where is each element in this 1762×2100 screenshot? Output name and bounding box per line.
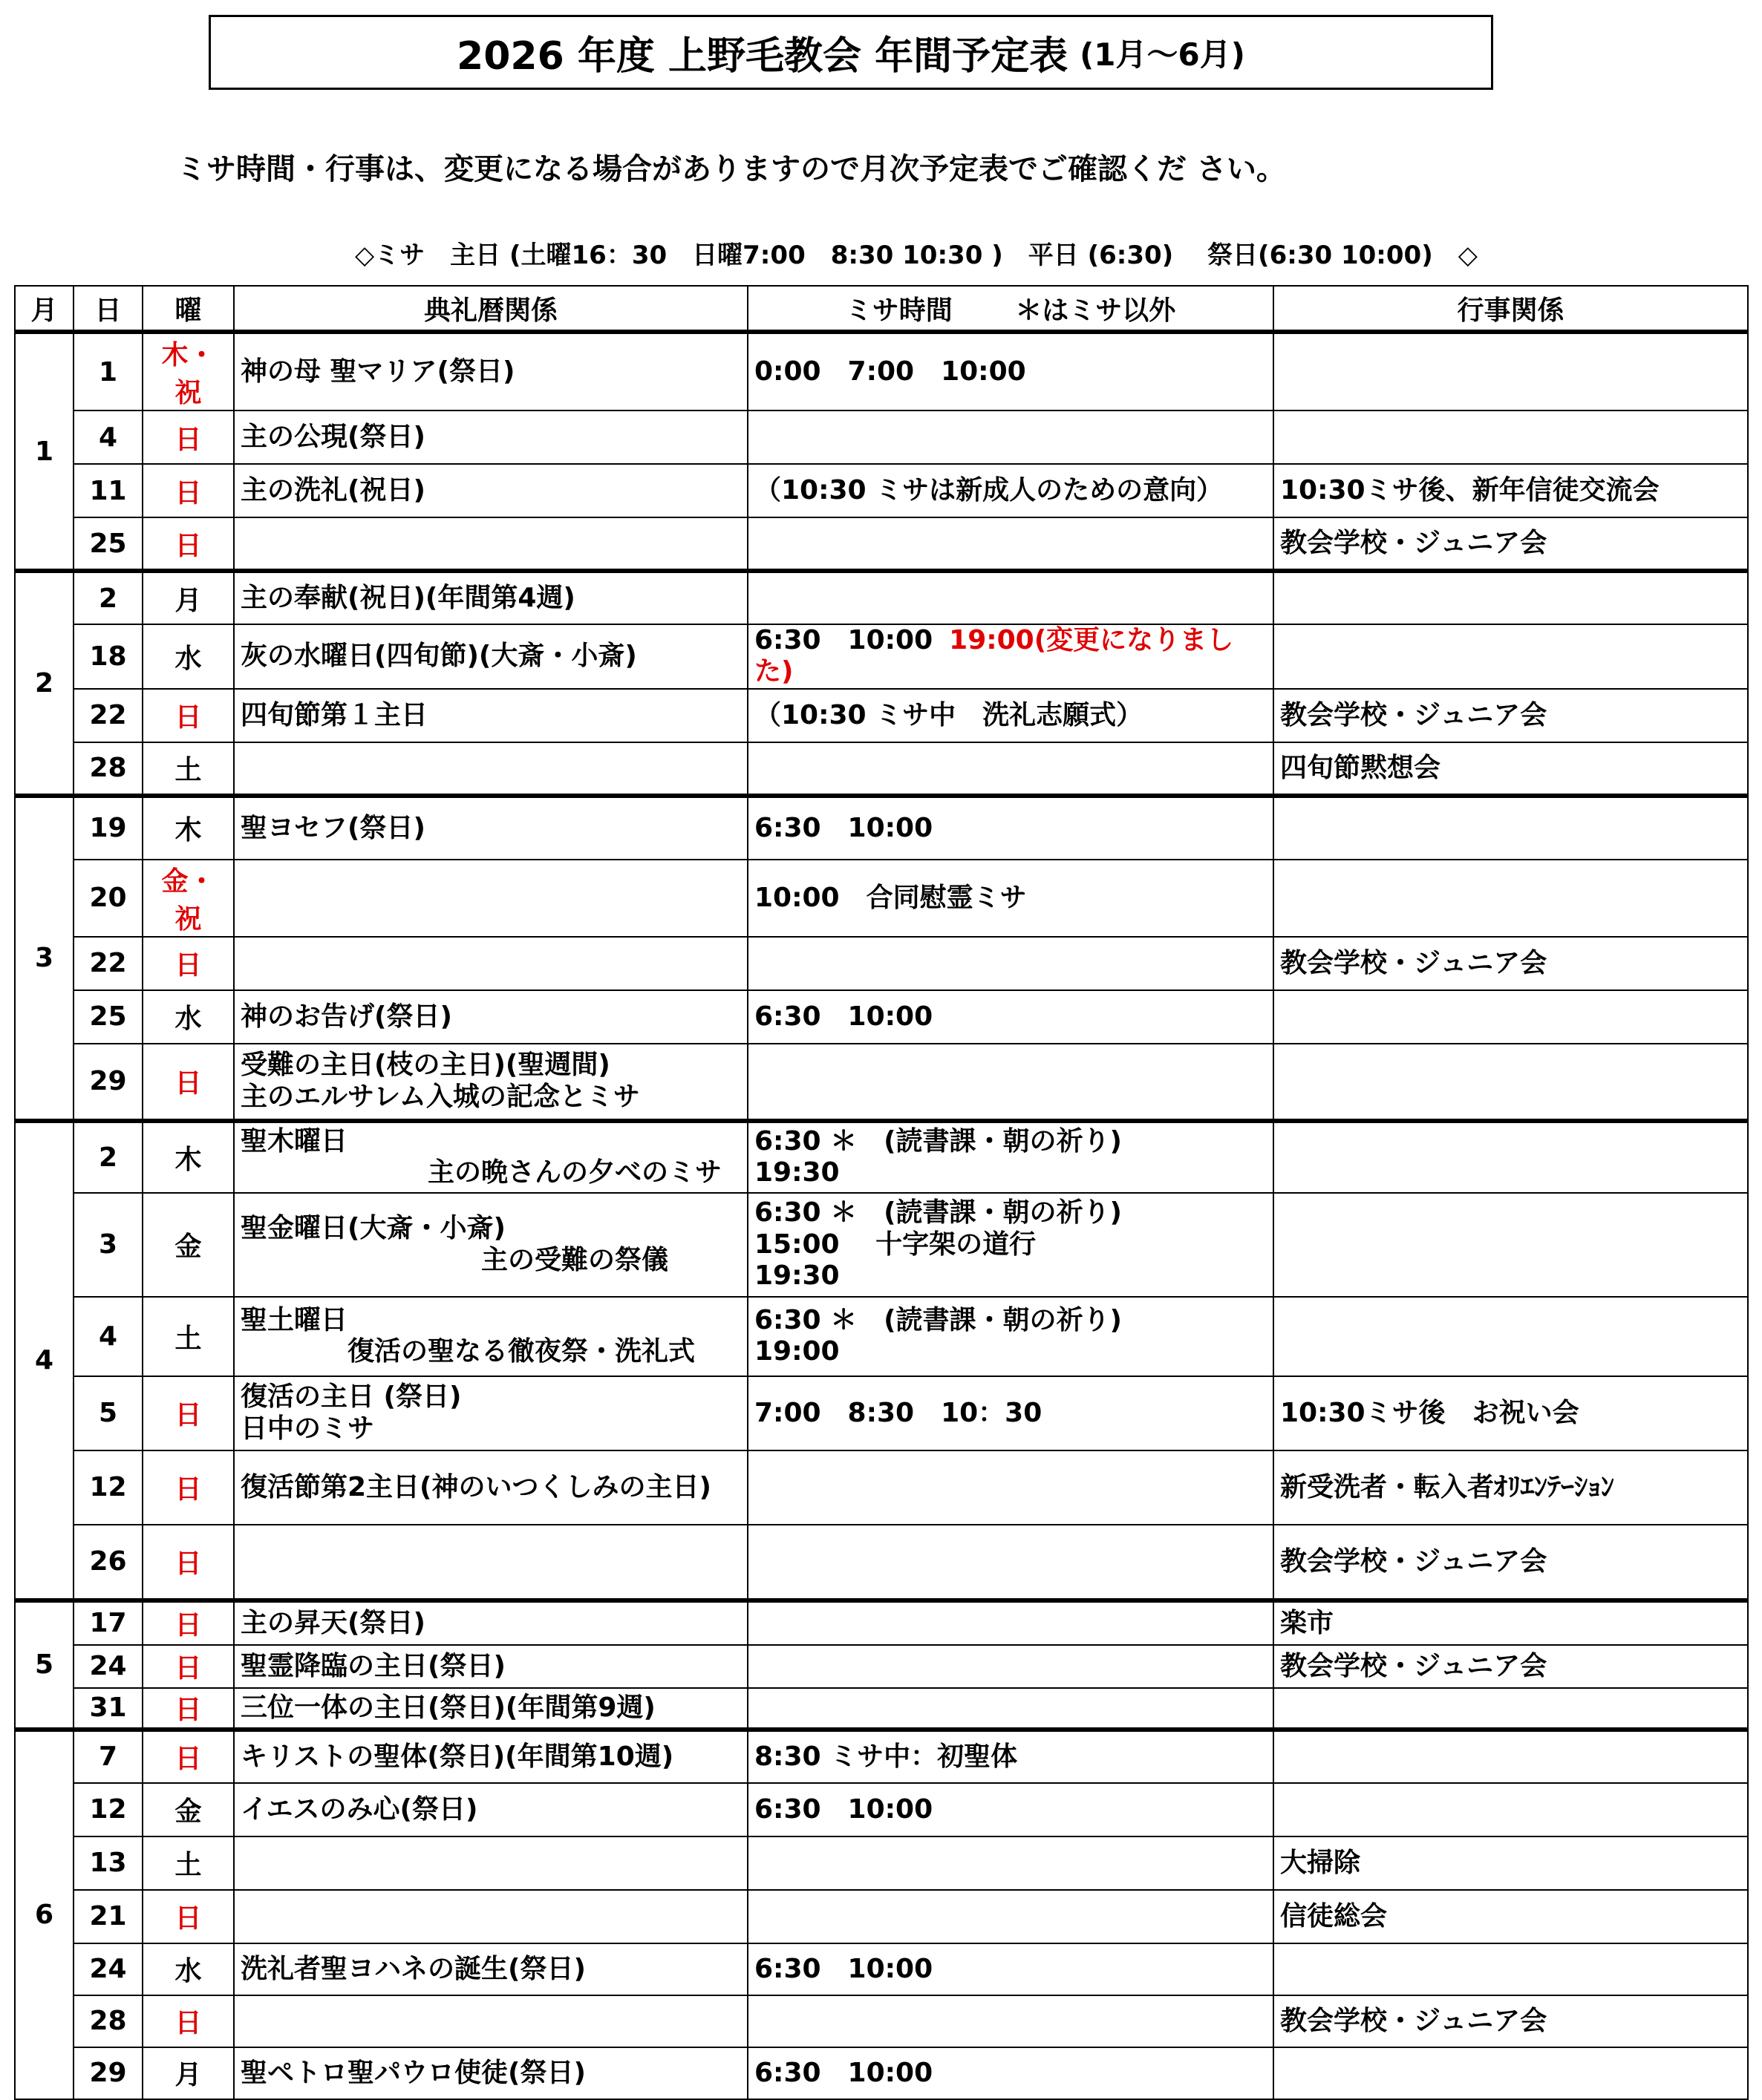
- liturgy-cell: [234, 1525, 748, 1600]
- table-row: [15, 860, 1748, 937]
- event-cell: [1273, 990, 1748, 1044]
- event-cell: [1273, 1121, 1748, 1193]
- liturgy-cell: [234, 1836, 748, 1890]
- event-cell: [1273, 2047, 1748, 2099]
- mass-time-cell: [748, 517, 1273, 571]
- liturgy-cell: [234, 517, 748, 571]
- weekday-cell: 木: [143, 1121, 234, 1193]
- mass-times-line: ◇ミサ 主日 (土曜16：30 日曜7:00 8:30 10:30 ) 平日 (6:30) 祭日(6:30 10:00) ◇: [355, 241, 1478, 270]
- month-cell: 5: [15, 1600, 74, 1730]
- liturgy-cell: [234, 1890, 748, 1943]
- header-liturgy: 典礼暦関係: [234, 286, 748, 332]
- day-cell: 12: [74, 1783, 143, 1836]
- table-row: [15, 1688, 1748, 1730]
- liturgy-cell: [234, 937, 748, 990]
- weekday-cell: 日: [143, 1376, 234, 1450]
- event-cell: 信徒総会: [1273, 1890, 1748, 1943]
- day-cell: 2: [74, 1121, 143, 1193]
- mass-time-cell: [748, 689, 1273, 742]
- event-cell: [1273, 1297, 1748, 1376]
- notice-text: ミサ時間・行事は、変更になる場合がありますので月次予定表でご確認くだ さい。: [177, 152, 1286, 186]
- day-cell: 26: [74, 1525, 143, 1600]
- mass-time-cell: [748, 1836, 1273, 1890]
- event-cell: 10:30ミサ後、新年信徒交流会: [1273, 464, 1748, 517]
- title-box: [209, 15, 1493, 90]
- weekday-cell: 日: [143, 1645, 234, 1688]
- day-cell: 24: [74, 1943, 143, 1995]
- liturgy-cell: 灰の水曜日(四旬節)(大斎・小斎): [234, 624, 748, 689]
- mass-time-cell: [748, 1688, 1273, 1730]
- mass-time-cell: [748, 1121, 1273, 1193]
- day-cell: 24: [74, 1645, 143, 1688]
- mass-time-cell: [748, 1525, 1273, 1600]
- liturgy-cell: 聖ペトロ聖パウロ使徒(祭日): [234, 2047, 748, 2099]
- weekday-cell: 金: [143, 1783, 234, 1836]
- mass-time-change-note: 19:00(変更になりました): [754, 625, 1234, 687]
- mass-time-cell: [748, 937, 1273, 990]
- schedule-table: [14, 285, 1749, 2100]
- event-cell: 教会学校・ジュニア会: [1273, 517, 1748, 571]
- mass-time-text: （10:30 ミサ中 洗礼志願式）: [754, 699, 1143, 730]
- header-row: [15, 286, 1748, 332]
- day-cell: 31: [74, 1688, 143, 1730]
- mass-time-text: 6:30 ＊ (読書課・朝の祈り) 19:00: [754, 1304, 1122, 1367]
- liturgy-cell: 復活節第2主日(神のいつくしみの主日): [234, 1450, 748, 1525]
- day-cell: 11: [74, 464, 143, 517]
- event-cell: [1273, 332, 1748, 410]
- weekday-cell: 日: [143, 689, 234, 742]
- liturgy-cell: [234, 742, 748, 796]
- weekday-cell: 日: [143, 1730, 234, 1783]
- mass-time-cell: [748, 1783, 1273, 1836]
- mass-time-text: （10:30 ミサは新成人のための意向）: [754, 474, 1224, 506]
- event-cell: [1273, 1730, 1748, 1783]
- mass-time-cell: [748, 1376, 1273, 1450]
- table-row: [15, 1995, 1748, 2047]
- table-row: [15, 990, 1748, 1044]
- mass-time-cell: [748, 1450, 1273, 1525]
- liturgy-cell: 主の洗礼(祝日): [234, 464, 748, 517]
- liturgy-cell: 聖ヨセフ(祭日): [234, 796, 748, 860]
- weekday-cell: 木: [143, 796, 234, 860]
- mass-time-cell: [748, 464, 1273, 517]
- day-cell: 21: [74, 1890, 143, 1943]
- table-row: [15, 1645, 1748, 1688]
- weekday-cell: 日: [143, 1688, 234, 1730]
- weekday-cell: 月: [143, 2047, 234, 2099]
- liturgy-cell: 主の公現(祭日): [234, 410, 748, 464]
- day-cell: 18: [74, 624, 143, 689]
- mass-time-text: 6:30 10:00: [754, 1953, 933, 1984]
- event-cell: [1273, 1688, 1748, 1730]
- table-row: [15, 571, 1748, 624]
- liturgy-cell: キリストの聖体(祭日)(年間第10週): [234, 1730, 748, 1783]
- month-cell: 6: [15, 1730, 74, 2099]
- table-row: [15, 1836, 1748, 1890]
- event-cell: 四旬節黙想会: [1273, 742, 1748, 796]
- table-row: [15, 624, 1748, 689]
- weekday-cell: 日: [143, 937, 234, 990]
- mass-time-cell: [748, 1044, 1273, 1121]
- day-cell: 28: [74, 742, 143, 796]
- table-row: [15, 937, 1748, 990]
- weekday-cell: 金: [143, 1193, 234, 1297]
- event-cell: [1273, 624, 1748, 689]
- weekday-cell: 水: [143, 624, 234, 689]
- day-cell: 3: [74, 1193, 143, 1297]
- table-row: [15, 689, 1748, 742]
- mass-time-text: 6:30 10:00: [754, 812, 933, 843]
- table-row: [15, 1525, 1748, 1600]
- day-cell: 25: [74, 517, 143, 571]
- weekday-cell: 日: [143, 1995, 234, 2047]
- table-row: [15, 1890, 1748, 1943]
- weekday-cell: 日: [143, 1525, 234, 1600]
- mass-time-cell: [748, 571, 1273, 624]
- weekday-cell: 日: [143, 1600, 234, 1645]
- event-cell: [1273, 796, 1748, 860]
- liturgy-cell: 主の昇天(祭日): [234, 1600, 748, 1645]
- header-weekday: 曜: [143, 286, 234, 332]
- month-cell: 2: [15, 571, 74, 796]
- liturgy-cell: 聖金曜日(大斎・小斎) 主の受難の祭儀: [234, 1193, 748, 1297]
- day-cell: 17: [74, 1600, 143, 1645]
- weekday-cell: 日: [143, 1890, 234, 1943]
- day-cell: 29: [74, 1044, 143, 1121]
- schedule-body: [15, 332, 1748, 2099]
- liturgy-cell: 聖木曜日 主の晩さんの夕べのミサ: [234, 1121, 748, 1193]
- table-row: [15, 1044, 1748, 1121]
- mass-time-cell: [748, 410, 1273, 464]
- table-row: [15, 1600, 1748, 1645]
- event-cell: [1273, 1193, 1748, 1297]
- mass-time-text: 6:30 10:00: [754, 2057, 933, 2088]
- liturgy-cell: 聖土曜日 復活の聖なる徹夜祭・洗礼式: [234, 1297, 748, 1376]
- day-cell: 4: [74, 410, 143, 464]
- mass-time-text: 6:30 ＊ (読書課・朝の祈り) 15:00 十字架の道行 19:30: [754, 1197, 1122, 1292]
- day-cell: 4: [74, 1297, 143, 1376]
- day-cell: 20: [74, 860, 143, 937]
- mass-time-cell: [748, 1943, 1273, 1995]
- mass-time-text: 6:30 10:00: [754, 625, 933, 655]
- table-row: [15, 517, 1748, 571]
- mass-time-text: 0:00 7:00 10:00: [754, 356, 1026, 387]
- weekday-cell: 日: [143, 1044, 234, 1121]
- mass-time-cell: [748, 1193, 1273, 1297]
- table-row: [15, 796, 1748, 860]
- event-cell: 教会学校・ジュニア会: [1273, 937, 1748, 990]
- weekday-cell: 日: [143, 410, 234, 464]
- mass-time-cell: [748, 2047, 1273, 2099]
- liturgy-cell: [234, 1995, 748, 2047]
- liturgy-cell: イエスのみ心(祭日): [234, 1783, 748, 1836]
- day-cell: 22: [74, 689, 143, 742]
- mass-time-cell: [748, 1995, 1273, 2047]
- day-cell: 25: [74, 990, 143, 1044]
- day-cell: 22: [74, 937, 143, 990]
- liturgy-cell: [234, 860, 748, 937]
- day-cell: 29: [74, 2047, 143, 2099]
- event-cell: [1273, 860, 1748, 937]
- table-row: [15, 1783, 1748, 1836]
- liturgy-cell: 神の母 聖マリア(祭日): [234, 332, 748, 410]
- table-row: [15, 1943, 1748, 1995]
- weekday-cell: 日: [143, 464, 234, 517]
- mass-time-cell: [748, 1600, 1273, 1645]
- day-cell: 13: [74, 1836, 143, 1890]
- page-title: 2026 年度 上野毛教会 年間予定表: [457, 34, 1068, 79]
- mass-time-cell: [748, 1645, 1273, 1688]
- table-row: [15, 1297, 1748, 1376]
- weekday-cell: 土: [143, 742, 234, 796]
- liturgy-cell: 四旬節第１主日: [234, 689, 748, 742]
- mass-time-cell: [748, 796, 1273, 860]
- event-cell: 10:30ミサ後 お祝い会: [1273, 1376, 1748, 1450]
- day-cell: 1: [74, 332, 143, 410]
- weekday-cell: 木・祝: [143, 332, 234, 410]
- liturgy-cell: 神のお告げ(祭日): [234, 990, 748, 1044]
- mass-time-text: 7:00 8:30 10：30: [754, 1397, 1042, 1428]
- event-cell: 大掃除: [1273, 1836, 1748, 1890]
- mass-time-text: 6:30 ＊ (読書課・朝の祈り) 19:30: [754, 1125, 1122, 1188]
- mass-time-text: 6:30 10:00: [754, 1001, 933, 1032]
- mass-time-cell: [748, 1730, 1273, 1783]
- mass-time-cell: [748, 1890, 1273, 1943]
- event-cell: 教会学校・ジュニア会: [1273, 1525, 1748, 1600]
- liturgy-cell: 主の奉献(祝日)(年間第4週): [234, 571, 748, 624]
- mass-time-cell: [748, 624, 1273, 689]
- mass-time-cell: [748, 332, 1273, 410]
- month-cell: 4: [15, 1121, 74, 1600]
- mass-time-text: 10:00 合同慰霊ミサ: [754, 882, 1027, 913]
- event-cell: [1273, 571, 1748, 624]
- event-cell: 教会学校・ジュニア会: [1273, 1995, 1748, 2047]
- table-row: [15, 2047, 1748, 2099]
- table-row: [15, 1450, 1748, 1525]
- weekday-cell: 水: [143, 990, 234, 1044]
- month-cell: 3: [15, 796, 74, 1121]
- liturgy-cell: 洗礼者聖ヨハネの誕生(祭日): [234, 1943, 748, 1995]
- event-cell: [1273, 410, 1748, 464]
- mass-time-text: 8:30 ミサ中：初聖体: [754, 1741, 1018, 1772]
- day-cell: 12: [74, 1450, 143, 1525]
- mass-time-cell: [748, 860, 1273, 937]
- weekday-cell: 水: [143, 1943, 234, 1995]
- table-row: [15, 1730, 1748, 1783]
- weekday-cell: 金・祝: [143, 860, 234, 937]
- weekday-cell: 日: [143, 517, 234, 571]
- table-row: [15, 464, 1748, 517]
- table-row: [15, 332, 1748, 410]
- event-cell: 教会学校・ジュニア会: [1273, 1645, 1748, 1688]
- weekday-cell: 土: [143, 1836, 234, 1890]
- mass-time-cell: [748, 1297, 1273, 1376]
- day-cell: 5: [74, 1376, 143, 1450]
- day-cell: 7: [74, 1730, 143, 1783]
- event-cell: [1273, 1783, 1748, 1836]
- weekday-cell: 月: [143, 571, 234, 624]
- table-row: [15, 1121, 1748, 1193]
- day-cell: 19: [74, 796, 143, 860]
- mass-time-text: 6:30 10:00: [754, 1793, 933, 1825]
- liturgy-cell: 三位一体の主日(祭日)(年間第9週): [234, 1688, 748, 1730]
- table-row: [15, 410, 1748, 464]
- header-mass-time: ミサ時間 ＊はミサ以外: [748, 286, 1273, 332]
- event-cell: 教会学校・ジュニア会: [1273, 689, 1748, 742]
- weekday-cell: 土: [143, 1297, 234, 1376]
- day-cell: 2: [74, 571, 143, 624]
- table-row: [15, 742, 1748, 796]
- day-cell: 28: [74, 1995, 143, 2047]
- header-events: 行事関係: [1273, 286, 1748, 332]
- mass-time-cell: [748, 742, 1273, 796]
- event-cell: 新受洗者・転入者ｵﾘｴﾝﾃｰｼｮﾝ: [1273, 1450, 1748, 1525]
- liturgy-cell: 受難の主日(枝の主日)(聖週間) 主のエルサレム入城の記念とミサ: [234, 1044, 748, 1121]
- event-cell: [1273, 1943, 1748, 1995]
- header-day: 日: [74, 286, 143, 332]
- header-month: 月: [15, 286, 74, 332]
- liturgy-cell: 聖霊降臨の主日(祭日): [234, 1645, 748, 1688]
- mass-time-cell: [748, 990, 1273, 1044]
- table-row: [15, 1376, 1748, 1450]
- table-row: [15, 1193, 1748, 1297]
- liturgy-cell: 復活の主日 (祭日) 日中のミサ: [234, 1376, 748, 1450]
- month-cell: 1: [15, 332, 74, 571]
- weekday-cell: 日: [143, 1450, 234, 1525]
- event-cell: 楽市: [1273, 1600, 1748, 1645]
- page-subtitle: (1月～6月): [1080, 36, 1245, 73]
- event-cell: [1273, 1044, 1748, 1121]
